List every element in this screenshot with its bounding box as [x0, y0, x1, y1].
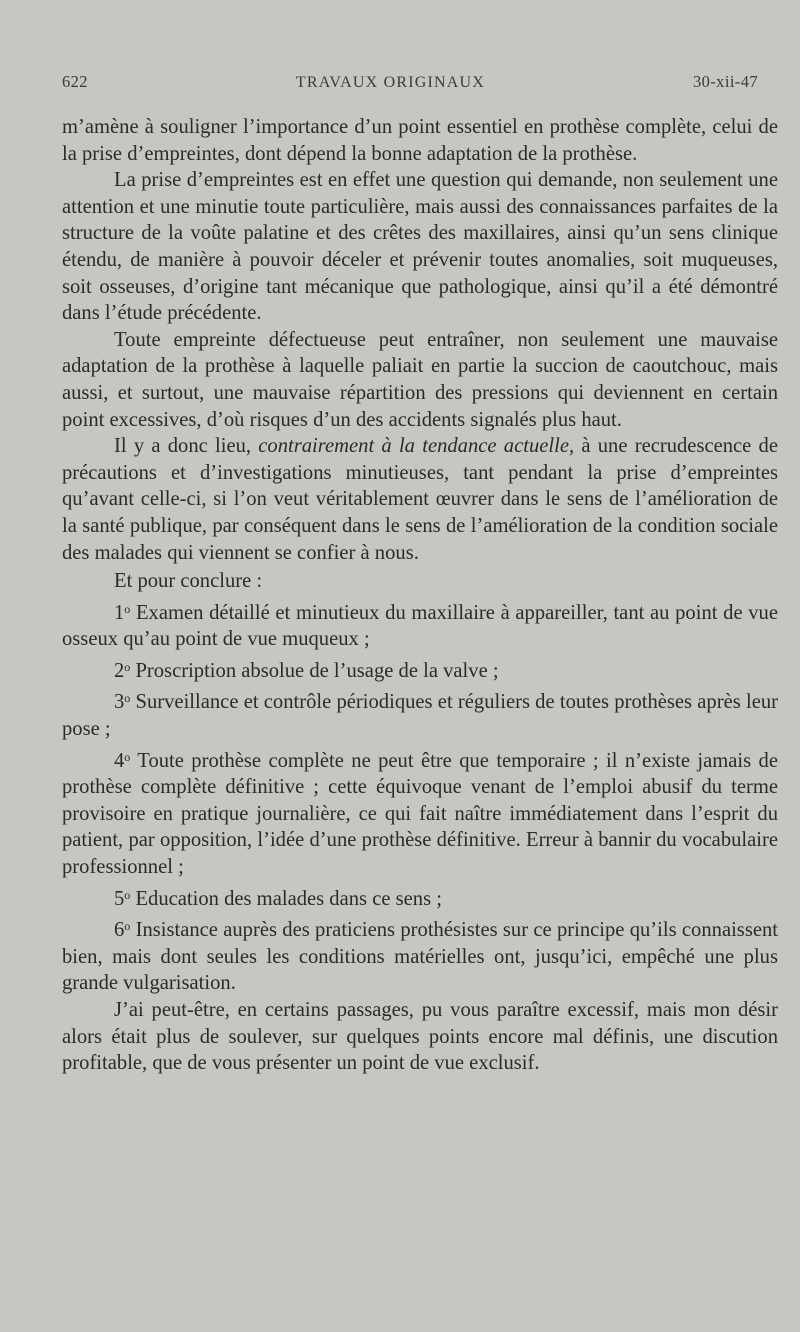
ordinal-mark-5: o — [124, 887, 131, 902]
paragraph-conclure: Et pour conclure : — [114, 570, 263, 593]
list-number-5: 5 — [114, 887, 125, 910]
ordinal-mark-6: o — [124, 919, 131, 934]
list-text-1: Examen détaillé et minutieux du maxillaire à appareiller, tant au point de vue osseux qu’au point de vue muqueux ; — [62, 601, 778, 651]
list-text-3: Surveillance et contrôle périodiques et réguliers de toutes prothèses après leur pose ; — [62, 691, 778, 741]
issue-date: 30-xii-47 — [692, 72, 758, 91]
paragraph-empreinte-defectueuse: Toute empreinte défectueuse peut entraîner, non seulement une mauvaise adaptation de la prothèse à laquelle paliait en partie la succion de caoutchouc, mais aussi, et surtout, une mauvaise répartition des pressions qui deviennent en certain point excessives, d’où risques d’un des accidents signalés plus haut. — [62, 328, 778, 431]
ordinal-mark-1: o — [124, 601, 131, 616]
list-text-5: Education des malades dans ce sens ; — [130, 887, 442, 910]
page-header — [62, 72, 774, 92]
list-item-3 — [62, 689, 778, 742]
paragraph-continuation: m’amène à souligner l’importance d’un point essentiel en prothèse complète, celui de la prise d’empreintes, dont dépend la bonne adaptation de la prothèse. — [62, 116, 778, 165]
list-number-6: 6 — [114, 919, 125, 942]
page-number: 622 — [62, 72, 88, 91]
article-body — [62, 114, 778, 1077]
list-text-4: Toute prothèse complète ne peut être que temporaire ; il n’existe jamais de prothèse complète définitive ; cette équivoque venant de l’emploi abusif du terme provisoire en pratique journalière, ce qui fait naître immédiatement dans l’esprit du patient, par opposition, l’idée d’une prothèse définitive. Erreur à bannir du vocabulaire professionnel ; — [62, 749, 778, 879]
ordinal-mark-2: o — [124, 659, 131, 674]
list-item-5 — [62, 886, 778, 913]
paragraph-final: J’ai peut-être, en certains passages, pu vous paraître excessif, mais mon désir alors était plus de soulever, sur quelques points encore mal définis, une discution profitable, que de vous présenter un point de vue exclusif. — [62, 999, 778, 1075]
paragraph-empreintes: La prise d’empreintes est en effet une question qui demande, non seulement une attention et une minutie toute particulière, mais aussi des connaissances parfaites de la structure de la voûte palatine et des crêtes des maxillaires, ainsi qu’un sens clinique étendu, de manière à pouvoir déceler et prévenir toutes anomalies, soit muqueuses, soit osseuses, d’origine tant mécanique que pathologique, ainsi qu’il a été démontré dans l’étude précédente. — [62, 169, 778, 325]
ordinal-mark-3: o — [124, 691, 131, 706]
paragraph-recrudescence-start: Il y a donc lieu, — [114, 435, 259, 458]
list-text-6: Insistance auprès des praticiens prothésistes sur ce principe qu’ils connaissent bien, mais dont seules les conditions matérielles ont, jusqu’ici, empêché une plus grande vulgarisation. — [62, 919, 778, 995]
paragraph-recrudescence-end: à une recrudescence de précautions et d’investigations minutieuses, tant pendant la prise d’empreintes qu’avant celle-ci, si l’on veut véritablement œuvrer dans le sens de l’amélioration de la santé publique, par conséquent dans le sens de l’amélioration de la condition sociale des malades qui viennent se confier à nous. — [62, 435, 778, 564]
list-item-6 — [62, 917, 778, 997]
list-item-4 — [62, 748, 778, 881]
list-number-3: 3 — [114, 691, 125, 714]
list-number-4: 4 — [114, 749, 125, 772]
list-number-2: 2 — [114, 659, 125, 682]
paragraph-recrudescence — [62, 433, 778, 566]
italic-emphasis: contrairement à la tendance actuelle, — [258, 435, 575, 458]
list-item-1 — [62, 600, 778, 653]
list-item-2 — [62, 658, 778, 685]
ordinal-mark-4: o — [124, 749, 131, 764]
running-title: TRAVAUX ORIGINAUX — [295, 74, 486, 91]
list-number-1: 1 — [114, 601, 125, 624]
list-text-2: Proscription absolue de l’usage de la valve ; — [130, 659, 499, 682]
